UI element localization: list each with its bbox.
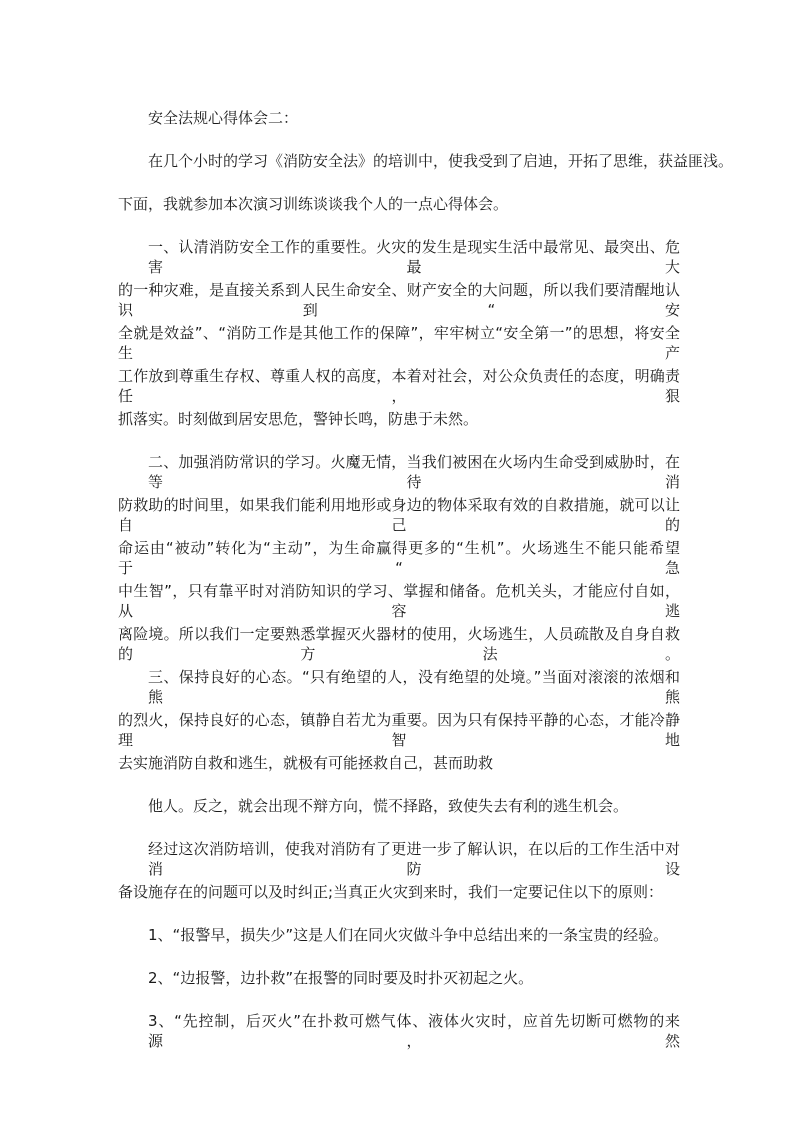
paragraph-line: 命运由“被动”转化为“主动”，为生命赢得更多的“生机”。火场逃生不能只能希望于“急	[118, 539, 680, 577]
paragraph-line: 他人。反之，就会出现不辩方向，慌不择路，致使失去有利的逃生机会。	[148, 797, 629, 815]
paragraph-line: 的烈火，保持良好的心态，镇静自若尤为重要。因为只有保持平静的心态，才能冷静理智地	[118, 711, 680, 749]
paragraph-line: 经过这次消防培训，使我对消防有了更进一步了解认识，在以后的工作生活中对消防设	[148, 840, 680, 878]
list-item: 2、“边报警，边扑救”在报警的同时要及时扑灭初起之火。	[148, 969, 534, 987]
paragraph-line: 下面，我就参加本次演习训练谈谈我个人的一点心得体会。	[118, 195, 509, 213]
paragraph-line: 去实施消防自救和逃生，就极有可能拯救自己，甚而助救	[118, 754, 494, 772]
paragraph-line: 中生智”，只有靠平时对消防知识的学习、掌握和储备。危机关头，才能应付自如，从容逃	[118, 582, 680, 620]
list-item: 1、“报警早，损失少”这是人们在同火灾做斗争中总结出来的一条宝贵的经验。	[148, 926, 669, 944]
document-title: 安全法规心得体会二：	[148, 109, 299, 127]
paragraph-line: 二、加强消防常识的学习。火魔无情，当我们被困在火场内生命受到威胁时，在等待消	[148, 453, 680, 491]
paragraph-line: 备设施存在的问题可以及时纠正;当真正火灾到来时，我们一定要记住以下的原则：	[118, 883, 664, 901]
paragraph-line: 全就是效益”、“消防工作是其他工作的保障”，牢牢树立“安全第一”的思想，将安全生产	[118, 324, 680, 362]
paragraph-line: 防救助的时间里，如果我们能利用地形或身边的物体采取有效的自救措施，就可以让自己的	[118, 496, 680, 534]
paragraph-line: 在几个小时的学习《消防安全法》的培训中，使我受到了启迪，开拓了思维，获益匪浅。	[148, 152, 734, 170]
paragraph-line: 工作放到尊重生存权、尊重人权的高度，本着对社会，对公众负责任的态度，明确责任，狠	[118, 367, 680, 405]
paragraph-line: 一、认清消防安全工作的重要性。火灾的发生是现实生活中最常见、最突出、危害最大	[148, 238, 680, 276]
paragraph-line: 三、保持良好的心态。“只有绝望的人，没有绝望的处境。”当面对滚滚的浓烟和熊熊	[148, 668, 680, 706]
paragraph-line: 抓落实。时刻做到居安思危，警钟长鸣，防患于未然。	[118, 410, 479, 428]
paragraph-line: 离险境。所以我们一定要熟悉掌握灭火器材的使用，火场逃生，人员疏散及自身自救的方法。	[118, 625, 680, 663]
paragraph-line: 的一种灾难，是直接关系到人民生命安全、财产安全的大问题，所以我们要清醒地认识到“安	[118, 281, 680, 319]
list-item: 3、“先控制，后灭火”在扑救可燃气体、液体火灾时，应首先切断可燃物的来源，然	[148, 1012, 680, 1050]
